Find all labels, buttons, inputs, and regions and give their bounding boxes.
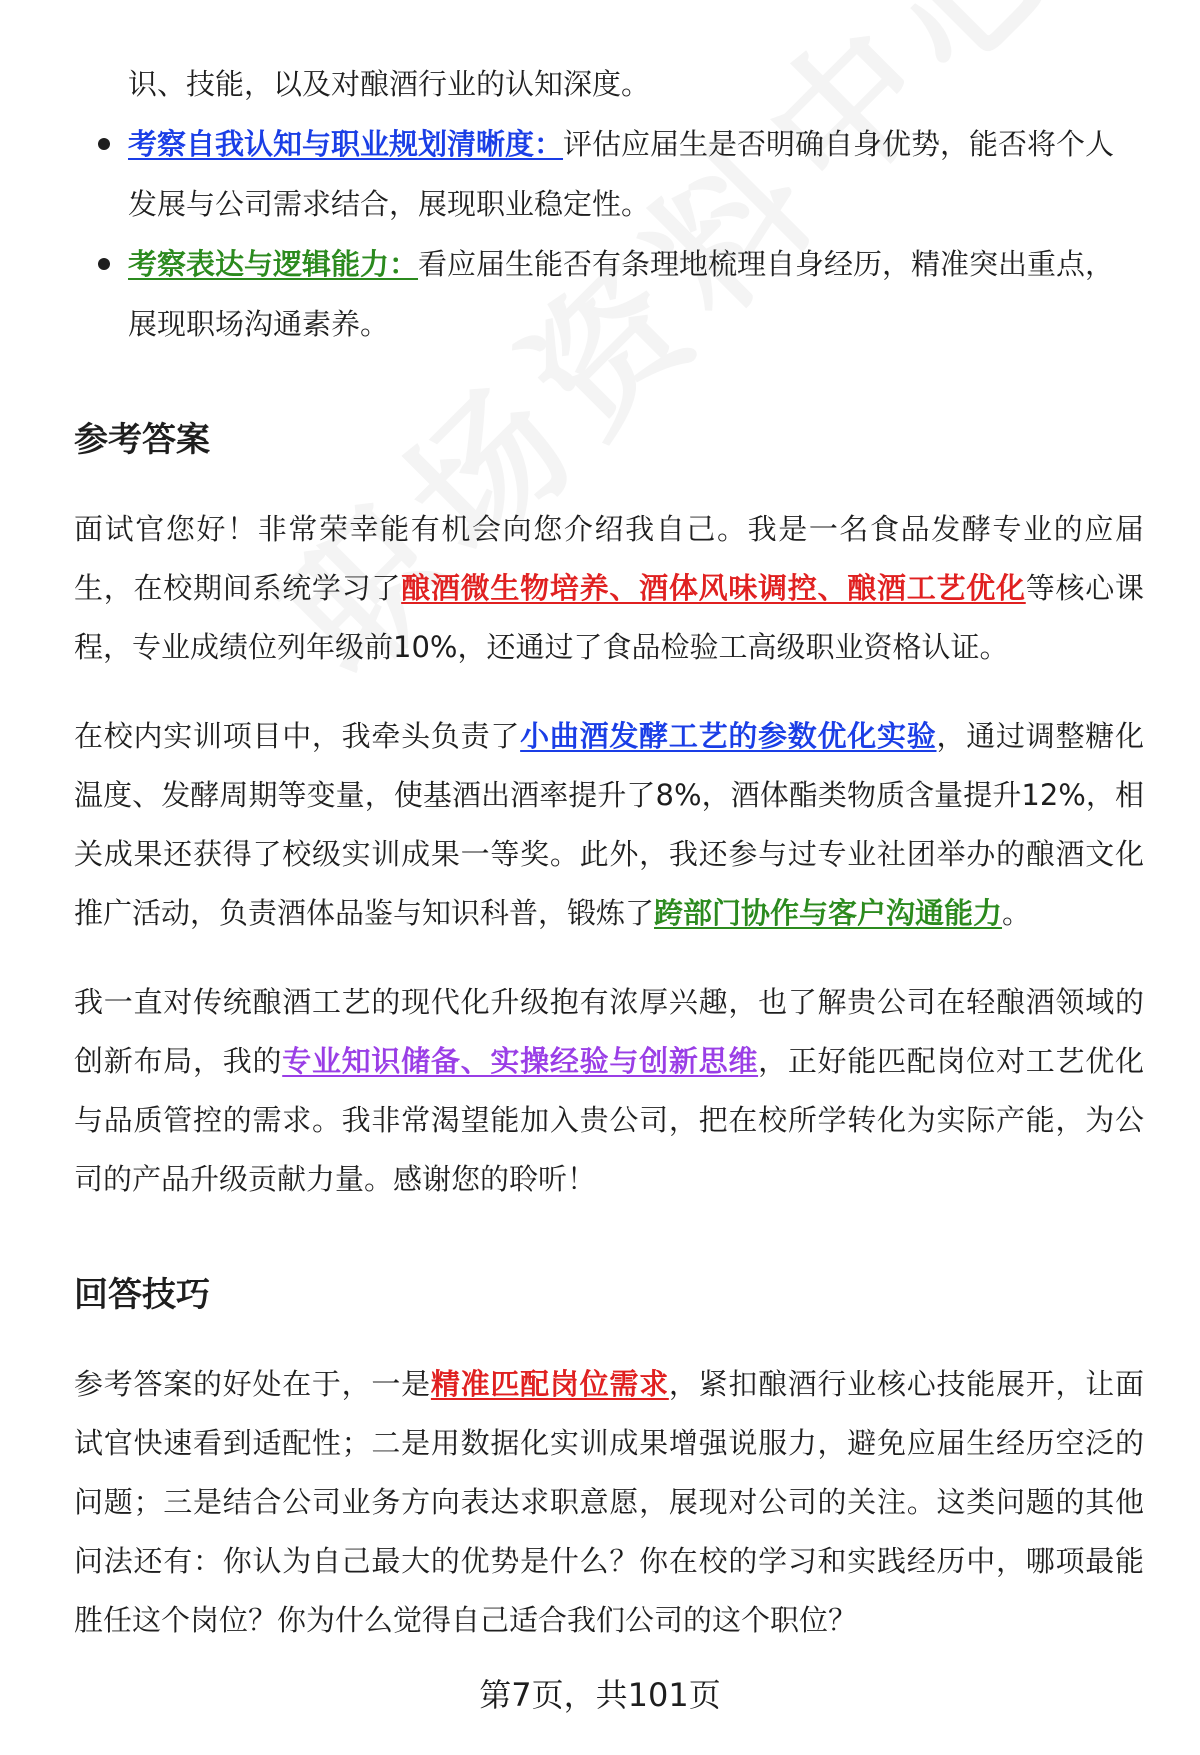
paragraph-text: 面试官您好！非常荣幸能有机会向您介绍我自己。我是一名食品发酵专业的应届生，在校期间系统学习了 [74,512,1144,605]
criteria-text: 看应届生能否有条理地梳理自身经历，精准突出重点， [418,247,1115,281]
paragraph-text: ，紧扣酿酒行业核心技能展开，让面试官快速看到适配性；二是用数据化实训成果增强说服力，避免应届生经历空泛的问题；三是结合公司业务方向表达求职意愿，展现对公司的关注。这类问题的其他问法还有：你认为自己最大的优势是什么？你在校的学习和实践经历中，哪项最能胜任这个岗位？你为什么觉得自己适合我们公司的这个职位？ [74,1367,1144,1637]
highlight-text: 小曲酒发酵工艺的参数优化实验 [520,719,937,753]
criteria-list [74,114,1144,354]
bullet-dot-icon [98,138,110,150]
paragraph-text: 在校内实训项目中，我牵头负责了 [74,719,521,753]
paragraph-text: ，正好能匹配岗位对工艺优化与品质管控的需求。我非常渴望能加入贵公司，把在校所学转化为实际产能，为公司的产品升级贡献力量。感谢您的聆听！ [74,1044,1144,1196]
answer-section-title: 参考答案 [74,420,210,460]
page-content [74,54,1144,1680]
criteria-text: 展现职场沟通素养。 [128,307,390,341]
highlight-text: 跨部门协作与客户沟通能力 [654,896,1003,930]
criteria-label: 考察表达与逻辑能力： [128,247,419,281]
criteria-label: 考察自我认知与职业规划清晰度： [128,127,564,161]
paragraph-text: 我一直对传统酿酒工艺的现代化升级抱有浓厚兴趣，也了解贵公司在轻酿酒领域的创新布局，我的 [74,985,1144,1078]
list-item [74,234,1144,354]
criteria-text: 发展与公司需求结合，展现职业稳定性。 [128,187,651,221]
paragraph-text: 等核心课程，专业成绩位列年级前10%，还通过了食品检验工高级职业资格认证。 [74,571,1144,664]
paragraph-text: 参考答案的好处在于，一是 [74,1367,431,1401]
paragraph-text: ，通过调整糖化温度、发酵周期等变量，使基酒出酒率提升了8%，酒体酯类物质含量提升12%，相关成果还获得了校级实训成果一等奖。此外，我还参与过专业社团举办的酿酒文化推广活动，负责酒体品鉴与知识科普，锻炼了 [74,719,1144,930]
intro-tail-text: 识、技能，以及对酿酒行业的认知深度。 [128,67,651,101]
answer-paragraph-3 [74,973,1144,1209]
page-number: 第7页，共101页 [479,1676,721,1714]
paragraph-text: 。 [1002,896,1032,930]
criteria-text: 评估应届生是否明确自身优势，能否将个人 [563,127,1115,161]
highlight-text: 专业知识储备、实操经验与创新思维 [282,1044,759,1078]
bullet-dot-icon [98,258,110,270]
tips-section-title: 回答技巧 [74,1275,210,1315]
tips-paragraph [74,1355,1144,1650]
highlight-text: 精准匹配岗位需求 [430,1367,669,1401]
list-item [74,114,1144,234]
highlight-text: 酿酒微生物培养、酒体风味调控、酿酒工艺优化 [401,571,1026,605]
answer-paragraph-1 [74,500,1144,677]
answer-paragraph-2 [74,707,1144,943]
